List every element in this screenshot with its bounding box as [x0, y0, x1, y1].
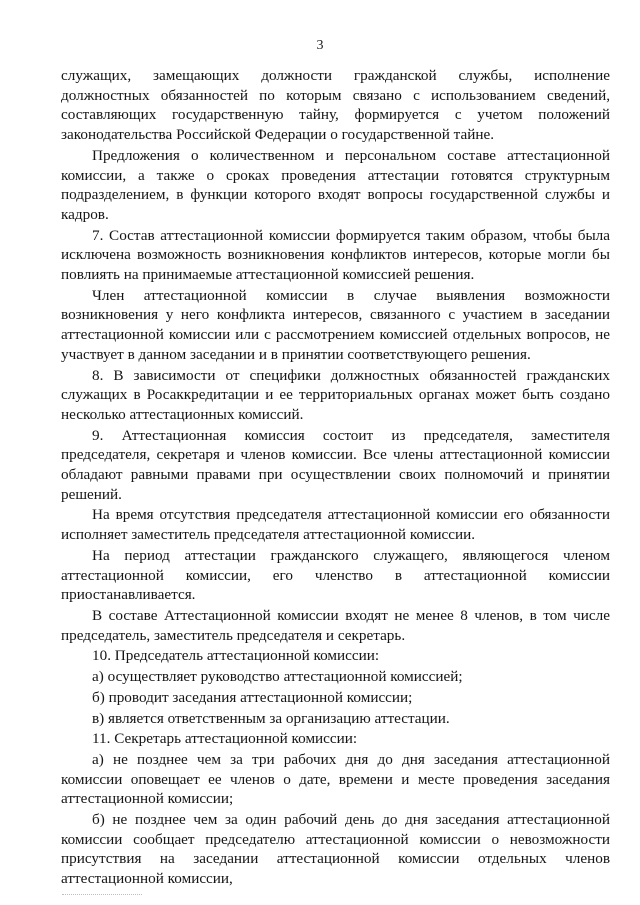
paragraph-continuation: служащих, замещающих должности гражданской службы, исполнение должностных обязанностей по которым связано с использованием сведений, составляющих государственную тайну, формируется с учетом положений законодательства Российской Федерации о государственной тайне. [61, 67, 610, 144]
scan-edge-mark [62, 894, 142, 896]
list-item-10a: а) осуществляет руководство аттестационной комиссией; [92, 668, 463, 686]
paragraph-membership-suspended: На период аттестации гражданского служащего, являющегося членом аттестационной комиссии, его членство в аттестационной комиссии приостанавливается. [61, 546, 610, 604]
list-item-10b: б) проводит заседания аттестационной комиссии; [92, 688, 413, 706]
paragraph-conflict-of-interest: Член аттестационной комиссии в случае выявления возможности возникновения у него конфликта интересов, связанного с участием в заседании аттестационной комиссии или с рассмотрением комиссией отдельных вопросов, не участвует в данном заседании и в принятии соответствующего решения. [61, 286, 610, 363]
document-body [61, 66, 610, 889]
list-item-11a: а) не позднее чем за три рабочих дня до дня заседания аттестационной комиссии оповещает ее членов о дате, времени и месте проведения заседания аттестационной комиссии; [61, 750, 610, 808]
list-item-10c: в) является ответственным за организацию аттестации. [92, 709, 450, 727]
paragraph-proposals: Предложения о количественном и персональном составе аттестационной комиссии, а также о сроках проведения аттестации готовятся структурным подразделением, в функции которого входят вопросы государственной службы и кадров. [61, 146, 610, 223]
paragraph-chair-absence: На время отсутствия председателя аттестационной комиссии его обязанности исполняет заместитель председателя аттестационной комиссии. [61, 506, 610, 544]
list-item-11b: б) не позднее чем за один рабочий день до дня заседания аттестационной комиссии сообщает председателю аттестационной комиссии о невозможности присутствия на заседании аттестационной комиссии отдельных членов аттестационной комиссии, [61, 811, 610, 888]
paragraph-item-8: 8. В зависимости от специфики должностных обязанностей гражданских служащих в Росаккредитации и ее территориальных органах может быть создано несколько аттестационных комиссий. [61, 366, 610, 423]
page-number: 3 [316, 38, 324, 53]
paragraph-item-9: 9. Аттестационная комиссия состоит из председателя, заместителя председателя, секретаря и членов комиссии. Все члены аттестационной комиссии обладают равными правами при осуществлении своих полномочий и принятии решений. [61, 426, 610, 503]
paragraph-composition: В составе Аттестационной комиссии входят не менее 8 членов, в том числе председатель, заместитель председателя и секретарь. [61, 606, 610, 644]
paragraph-item-10: 10. Председатель аттестационной комиссии: [92, 647, 380, 665]
paragraph-item-7: 7. Состав аттестационной комиссии формируется таким образом, чтобы была исключена возможность возникновения конфликтов интересов, которые могли бы повлиять на принимаемые аттестационной комиссией решения. [61, 226, 610, 284]
paragraph-item-11: 11. Секретарь аттестационной комиссии: [92, 730, 358, 748]
